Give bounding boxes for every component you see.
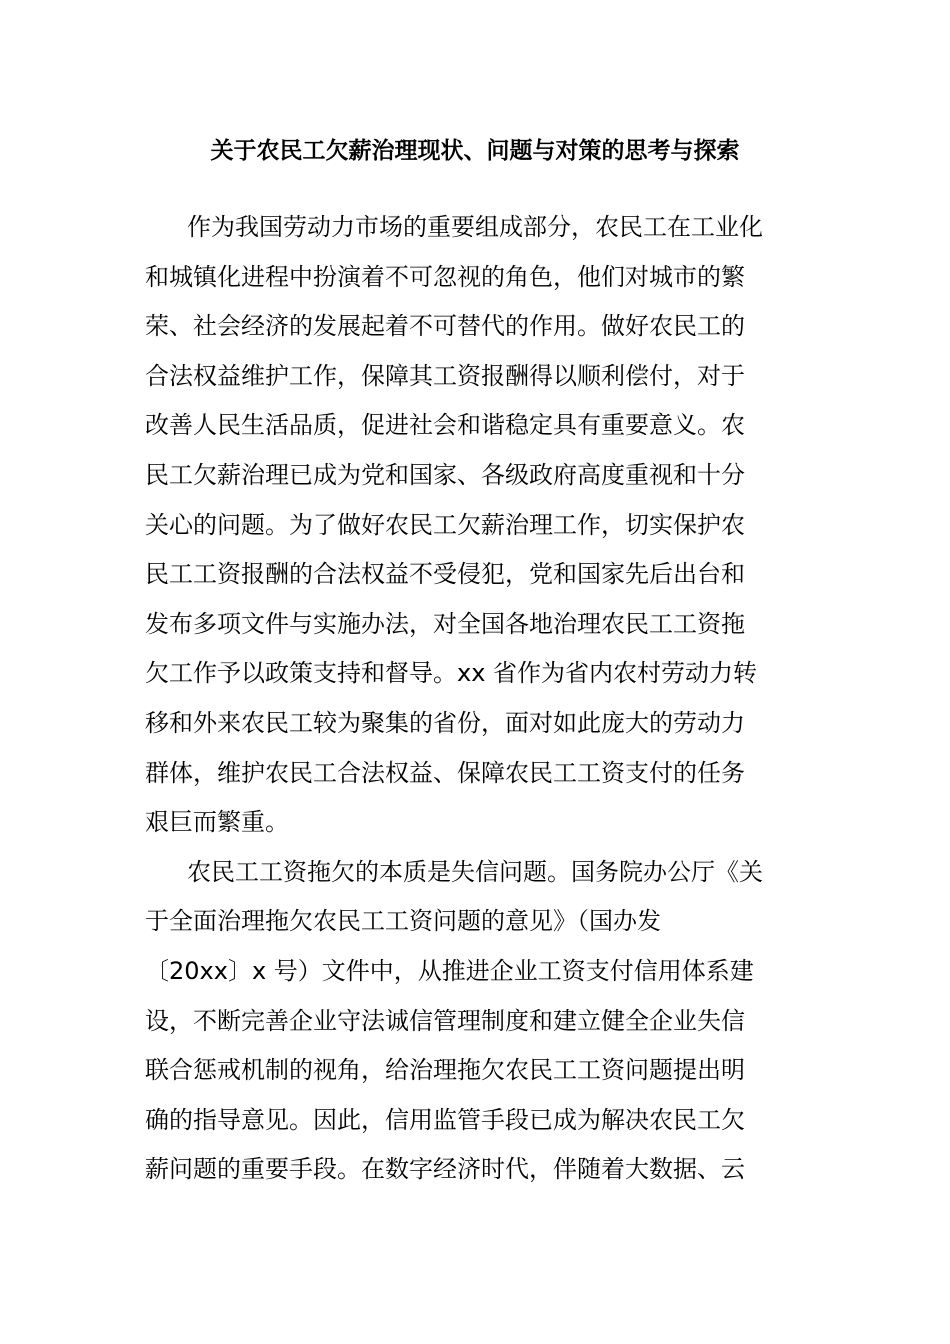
text-line: 欠工作予以政策支持和督导。xx 省作为省内农村劳动力转 — [145, 659, 758, 688]
text-line: 合法权益维护工作，保障其工资报酬得以顺利偿付，对于 — [145, 361, 745, 390]
text-line: 于全面治理拖欠农民工工资问题的意见》（国办发 — [145, 907, 661, 936]
text-line: 发布多项文件与实施办法，对全国各地治理农民工工资拖 — [145, 609, 745, 638]
text-line: 和城镇化进程中扮演着不可忽视的角色，他们对城市的繁 — [145, 262, 745, 291]
text-line: 移和外来农民工较为聚集的省份，面对如此庞大的劳动力 — [145, 708, 745, 737]
text-line: 民工工资报酬的合法权益不受侵犯，党和国家先后出台和 — [145, 560, 745, 589]
text-line: 改善人民生活品质，促进社会和谐稳定具有重要意义。农 — [145, 411, 745, 440]
text-line: 荣、社会经济的发展起着不可替代的作用。做好农民工的 — [145, 312, 745, 341]
text-line: 农民工工资拖欠的本质是失信问题。国务院办公厅《关 — [187, 857, 763, 886]
document-title: 关于农民工欠薪治理现状、问题与对策的思考与探索 — [210, 138, 740, 164]
text-line: 作为我国劳动力市场的重要组成部分，农民工在工业化 — [187, 213, 763, 241]
document-body — [145, 203, 805, 1195]
text-line: 艰巨而繁重。 — [145, 808, 289, 837]
text-line: 联合惩戒机制的视角，给治理拖欠农民工工资问题提出明 — [145, 1056, 745, 1085]
text-line: 薪问题的重要手段。在数字经济时代，伴随着大数据、云 — [145, 1155, 745, 1184]
text-line: 群体，维护农民工合法权益、保障农民工工资支付的任务 — [145, 758, 745, 787]
text-line: 设，不断完善企业守法诚信管理制度和建立健全企业失信 — [145, 1006, 745, 1035]
text-line: 〔20xx〕x 号）文件中，从推进企业工资支付信用体系建 — [145, 956, 754, 985]
paragraph-1 — [145, 203, 805, 848]
paragraph-2 — [145, 848, 805, 1195]
text-line: 关心的问题。为了做好农民工欠薪治理工作，切实保护农 — [145, 510, 745, 539]
text-line: 民工欠薪治理已成为党和国家、各级政府高度重视和十分 — [145, 460, 745, 489]
text-line: 确的指导意见。因此，信用监管手段已成为解决农民工欠 — [145, 1105, 745, 1134]
